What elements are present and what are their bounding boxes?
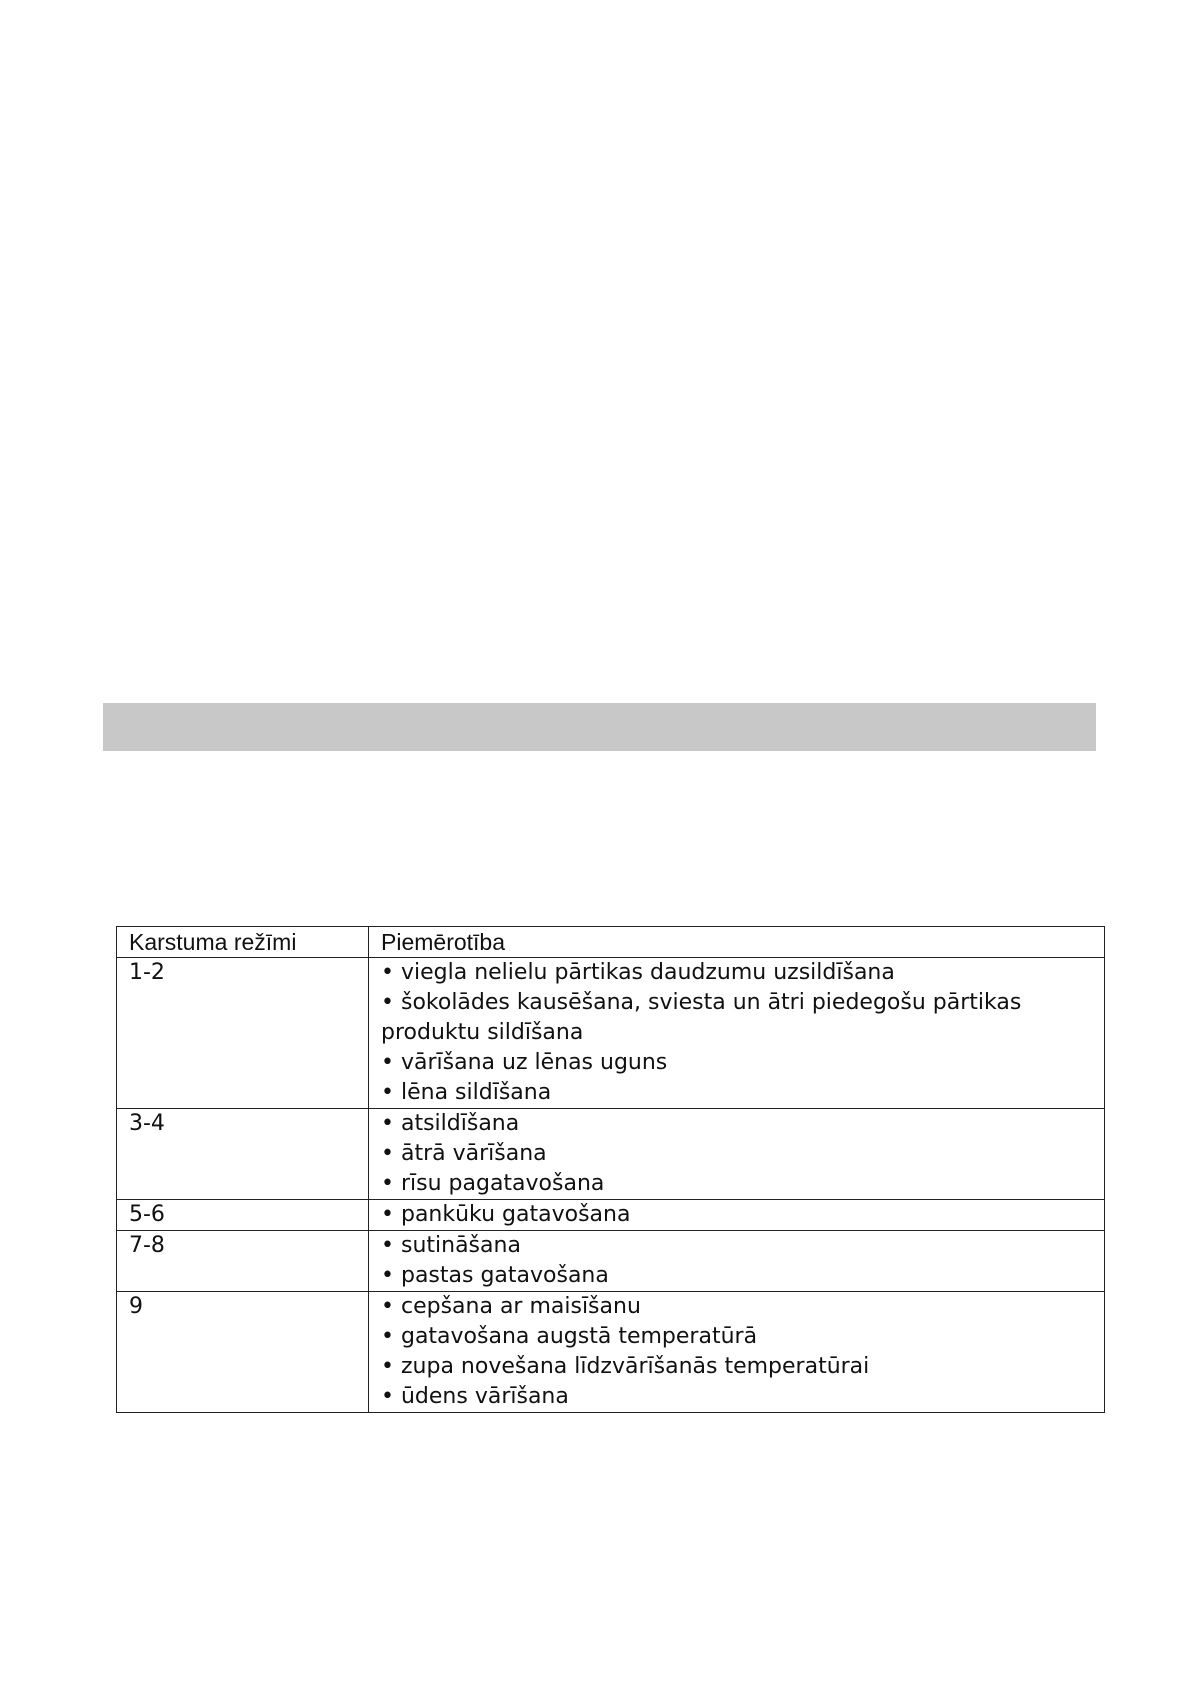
bullet-icon: • xyxy=(381,1080,394,1105)
suitability-cell xyxy=(369,1200,1105,1231)
list-item xyxy=(381,1292,1092,1322)
table-row xyxy=(117,958,1105,1109)
list-item xyxy=(381,1382,1092,1412)
suitability-text: lēna sildīšana xyxy=(400,1080,552,1105)
bullet-icon: • xyxy=(381,1294,394,1319)
bullet-icon: • xyxy=(381,1354,394,1379)
suitability-cell xyxy=(369,1292,1105,1413)
heat-mode-cell: 1-2 xyxy=(117,958,369,1109)
table-body xyxy=(117,958,1105,1413)
bullet-icon: • xyxy=(381,1141,394,1166)
suitability-cell xyxy=(369,958,1105,1109)
bullet-icon: • xyxy=(381,1050,394,1075)
bullet-icon: • xyxy=(381,990,394,1015)
list-item xyxy=(381,1261,1092,1291)
suitability-cell xyxy=(369,1231,1105,1292)
suitability-text: ūdens vārīšana xyxy=(400,1384,569,1409)
suitability-text: pankūku gatavošana xyxy=(400,1202,631,1227)
list-item xyxy=(381,1231,1092,1261)
suitability-list xyxy=(381,958,1092,1108)
list-item xyxy=(381,1322,1092,1352)
bullet-icon: • xyxy=(381,1111,394,1136)
bullet-icon: • xyxy=(381,1384,394,1409)
suitability-text: zupa novešana līdzvārīšanās temperatūrai xyxy=(400,1354,870,1379)
list-item xyxy=(381,1352,1092,1382)
suitability-text: viegla nelielu pārtikas daudzumu uzsildīšana xyxy=(400,960,895,985)
list-item xyxy=(381,1109,1092,1139)
bullet-icon: • xyxy=(381,1202,394,1227)
suitability-cell xyxy=(369,1109,1105,1200)
suitability-text: pastas gatavošana xyxy=(400,1263,609,1288)
table-row xyxy=(117,1292,1105,1413)
bullet-icon: • xyxy=(381,960,394,985)
list-item xyxy=(381,1078,1092,1108)
list-item xyxy=(381,988,1092,1048)
bullet-icon: • xyxy=(381,1171,394,1196)
suitability-list xyxy=(381,1292,1092,1412)
list-item xyxy=(381,958,1092,988)
heat-mode-cell: 7-8 xyxy=(117,1231,369,1292)
suitability-text: cepšana ar maisīšanu xyxy=(400,1294,641,1319)
suitability-text: šokolādes kausēšana, sviesta un ātri piedegošu pārtikas produktu sildīšana xyxy=(381,990,1022,1045)
table-row xyxy=(117,1200,1105,1231)
list-item xyxy=(381,1048,1092,1078)
suitability-text: rīsu pagatavošana xyxy=(400,1171,605,1196)
list-item xyxy=(381,1139,1092,1169)
bullet-icon: • xyxy=(381,1233,394,1258)
suitability-text: vārīšana uz lēnas uguns xyxy=(400,1050,668,1075)
suitability-list xyxy=(381,1109,1092,1199)
suitability-text: sutināšana xyxy=(400,1233,521,1258)
list-item xyxy=(381,1200,1092,1230)
column-header-heat-mode: Karstuma režīmi xyxy=(117,927,369,958)
suitability-list xyxy=(381,1200,1092,1230)
section-header-bar xyxy=(103,703,1096,751)
heat-mode-cell: 5-6 xyxy=(117,1200,369,1231)
column-header-suitability: Piemērotība xyxy=(369,927,1105,958)
heat-settings-table xyxy=(116,926,1105,1413)
table-row xyxy=(117,1231,1105,1292)
bullet-icon: • xyxy=(381,1324,394,1349)
heat-mode-cell: 3-4 xyxy=(117,1109,369,1200)
heat-mode-cell: 9 xyxy=(117,1292,369,1413)
bullet-icon: • xyxy=(381,1263,394,1288)
suitability-text: ātrā vārīšana xyxy=(400,1141,547,1166)
table-row xyxy=(117,1109,1105,1200)
suitability-list xyxy=(381,1231,1092,1291)
table-header-row xyxy=(117,927,1105,958)
suitability-text: atsildīšana xyxy=(400,1111,520,1136)
list-item xyxy=(381,1169,1092,1199)
suitability-text: gatavošana augstā temperatūrā xyxy=(400,1324,758,1349)
